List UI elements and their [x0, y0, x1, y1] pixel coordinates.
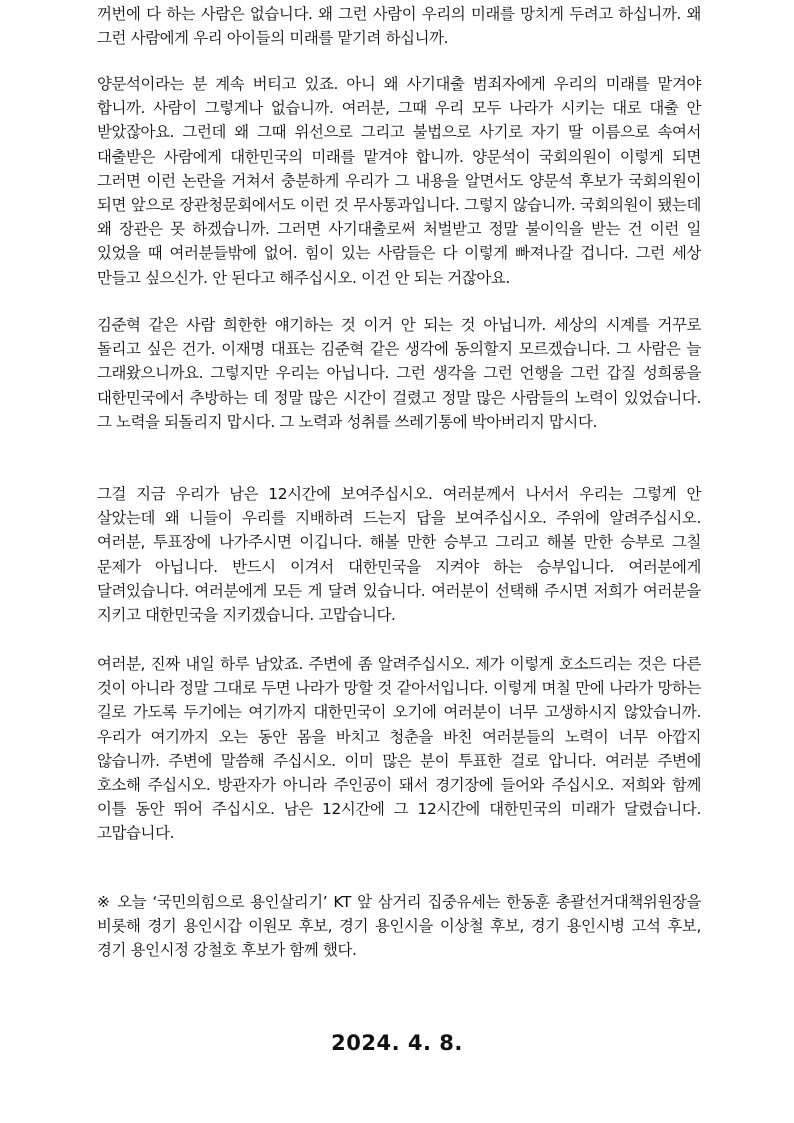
paragraph-2: 양문석이라는 분 계속 버티고 있죠. 아니 왜 사기대출 범죄자에게 우리의 미래를 맡겨야 합니까. 사람이 그렇게나 없습니까. 여러분, 그때 우리 모두 나라가 시키는 대로 대출 안 받았잖아요. 그런데 왜 그때 위선으로 그리고 불법으로 사기로 자기 딸 이름으로 속여서 대출받은 사람에게 대한민국의 미래를 맡겨야 합니까. 양문석이 국회의원이 이렇게 되면 그러면 이런 논란을 거쳐서 충분하게 우리가 그 내용을 알면서도 양문석 후보가 국회의원이 되면 앞으로 장관청문회에서도 이런 것 무사통과입니다. 그렇지 않습니까. 국회의원이 됐는데 왜 장관은 못 하겠습니까. 그러면 사기대출로써 처벌받고 정말 불이익을 받는 건 이런 일 있었을 때 여러분들밖에 없어. 힘이 있는 사람들은 다 이렇게 빠져나갈 겁니다. 그런 세상 만들고 싶으신가. 안 된다고 해주십시오. 이건 안 되는 거잖아요.: [97, 75, 701, 287]
paragraph-4: 그걸 지금 우리가 남은 12시간에 보여주십시오. 여러분께서 나서서 우리는 그렇게 안 살았는데 왜 니들이 우리를 지배하려 드는지 답을 보여주십시오. 주위에 알려주십시오. 여러분, 투표장에 나가주시면 이깁니다. 해볼 만한 승부고 그리고 해볼 만한 승부로 그칠 문제가 아닙니다. 반드시 이겨서 대한민국을 지켜야 하는 승부입니다. 여러분에게 달려있습니다. 여러분에게 모든 게 달려 있습니다. 여러분이 선택해 주시면 저희가 여러분을 지키고 대한민국을 지키겠습니다. 고맙습니다.: [97, 485, 701, 625]
paragraph-1: 꺼번에 다 하는 사람은 없습니다. 왜 그런 사람이 우리의 미래를 망치게 두려고 하십니까. 왜 그런 사람에게 우리 아이들의 미래를 맡기려 하십니까.: [97, 5, 701, 48]
paragraph-5: 여러분, 진짜 내일 하루 남았죠. 주변에 좀 알려주십시오. 제가 이렇게 호소드리는 것은 다른 것이 아니라 정말 그대로 두면 나라가 망할 것 같아서입니다. 이렇게 며칠 만에 나라가 망하는 길로 가도록 두기에는 여기까지 대한민국이 오기에 여러분이 너무 고생하시지 않았습니까. 우리가 여기까지 오는 동안 몸을 바치고 청춘을 바친 여러분들의 노력이 너무 아깝지 않습니까. 주변에 말씀해 주십시오. 이미 많은 분이 투표한 걸로 압니다. 여러분 주변에 호소해 주십시오. 방관자가 아니라 주인공이 돼서 경기장에 들어와 주십시오. 저희와 함께 이틀 동안 뛰어 주십시오. 남은 12시간에 그 12시간에 대한민국의 미래가 달렸습니다. 고맙습니다.: [97, 655, 701, 843]
document-date: 2024. 4. 8.: [331, 1031, 463, 1055]
paragraph-3: 김준혁 같은 사람 희한한 얘기하는 것 이거 안 되는 것 아닙니까. 세상의 시계를 거꾸로 돌리고 싶은 건가. 이재명 대표는 김준혁 같은 생각에 동의할지 모르겠습니다. 그 사람은 늘 그래왔으니까요. 그렇지만 우리는 아닙니다. 그런 생각을 그런 언행을 그런 갑질 성희롱을 대한민국에서 추방하는 데 정말 많은 시간이 걸렸고 정말 많은 사람들의 노력이 있었습니다. 그 노력을 되돌리지 맙시다. 그 노력과 성취를 쓰레기통에 박아버리지 맙시다.: [97, 316, 701, 431]
footnote: ※ 오늘 ‘국민의힘으로 용인살리기’ KT 앞 삼거리 집중유세는 한동훈 총괄선거대책위원장을 비롯해 경기 용인시갑 이원모 후보, 경기 용인시을 이상철 후보, 경기 용인시병 고석 후보, 경기 용인시정 강철호 후보가 함께 했다.: [97, 893, 701, 960]
